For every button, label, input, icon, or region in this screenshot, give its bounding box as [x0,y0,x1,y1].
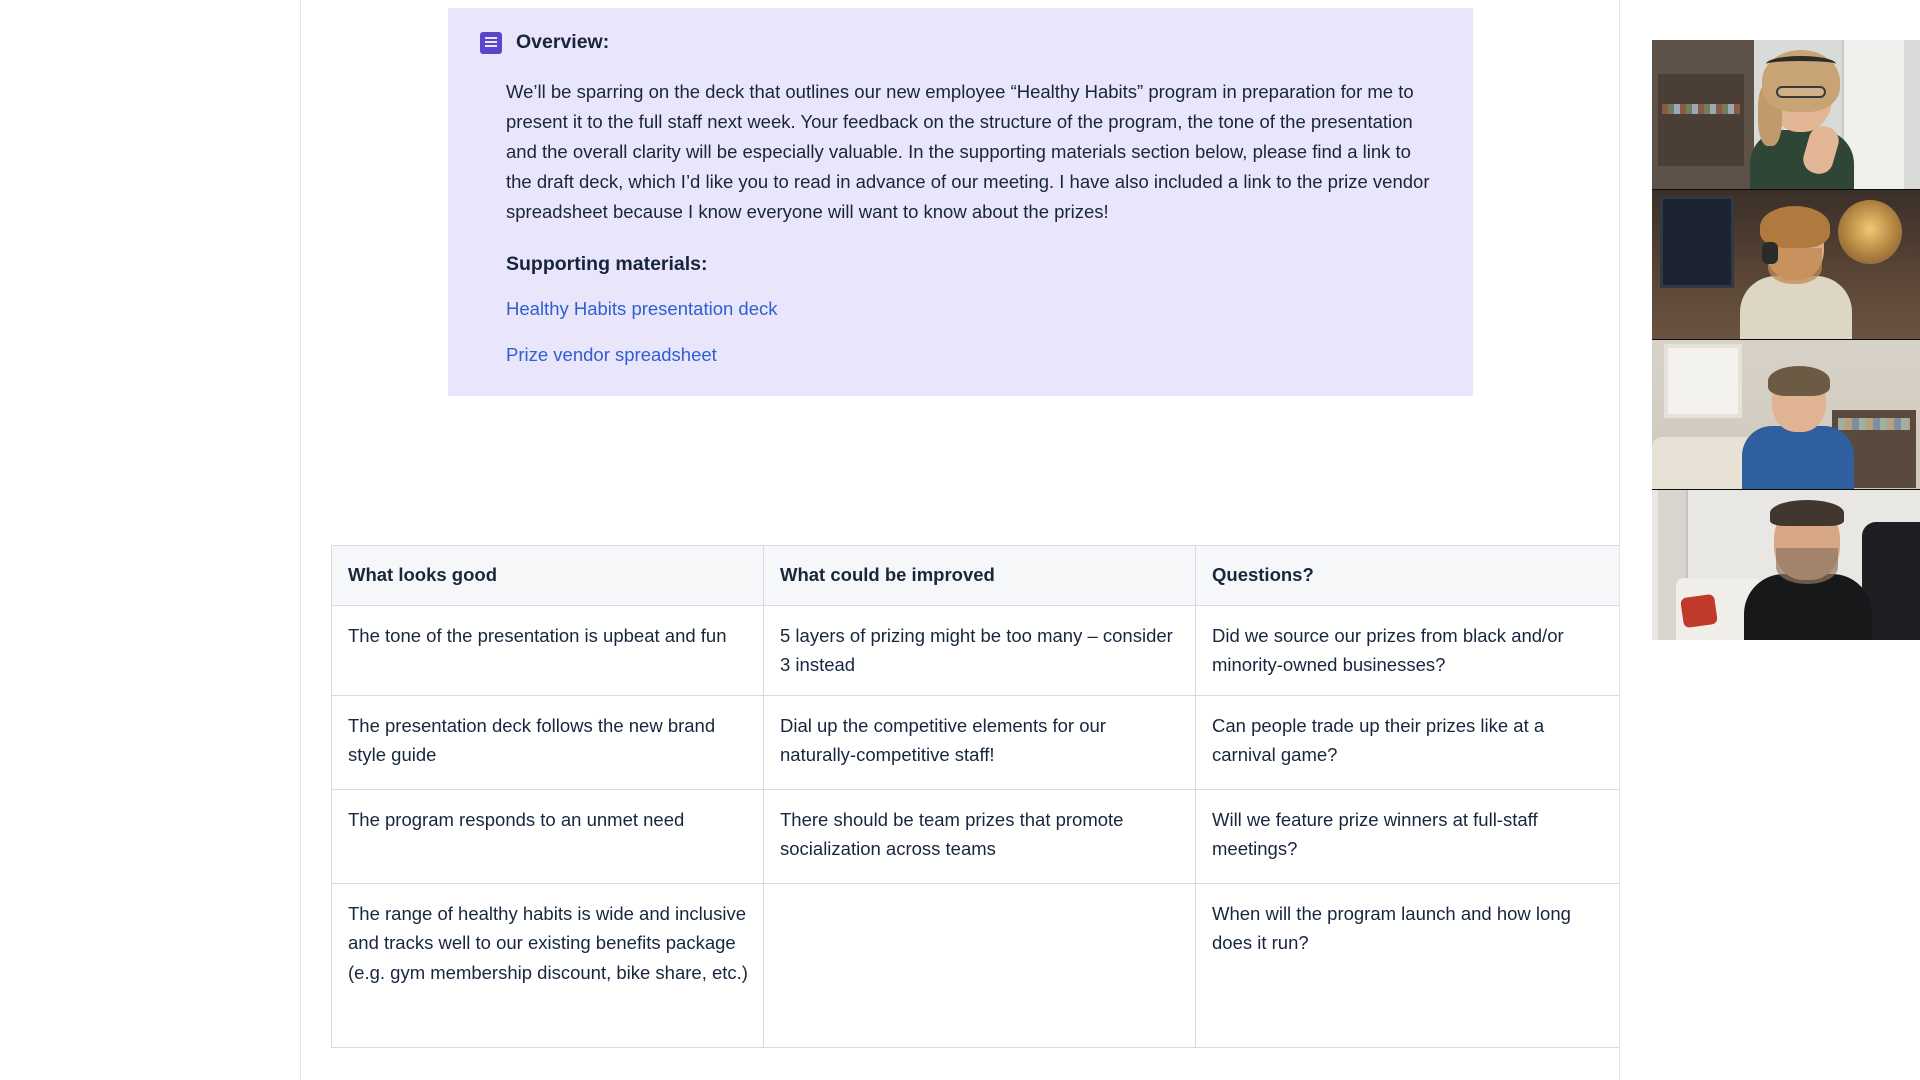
table-header-row [332,546,1621,606]
table-cell[interactable]: Will we feature prize winners at full-staff meetings? [1196,789,1621,883]
bookshelf-prop [1658,98,1744,166]
participant-avatar [1740,212,1852,340]
table-row[interactable] [332,605,1621,695]
table-cell[interactable]: The presentation deck follows the new brand style guide [332,695,764,789]
avatar-hair [1768,366,1830,396]
participant-tile-4[interactable] [1652,490,1920,640]
overview-panel [448,8,1473,396]
participant-tile-1[interactable] [1652,40,1920,190]
link-healthy-habits-presentation-deck[interactable]: Healthy Habits presentation deck [506,298,778,320]
headset-icon [1766,56,1836,72]
table-cell[interactable]: Dial up the competitive elements for our naturally-competitive staff! [764,695,1196,789]
feedback-table [331,545,1620,1048]
table-cell[interactable]: The range of healthy habits is wide and inclusive and tracks well to our existing benefits package (e.g. gym membership discount, bike share, etc.) [332,883,764,1047]
participant-tile-3[interactable] [1652,340,1920,490]
glasses-icon [1776,86,1826,98]
table-row[interactable] [332,883,1621,1047]
avatar-hair [1770,500,1844,526]
participant-avatar [1744,370,1852,490]
table-cell[interactable]: There should be team prizes that promote socialization across teams [764,789,1196,883]
note-icon [480,32,502,54]
overview-title: Overview: [516,31,610,53]
window-prop [1660,196,1734,288]
link-prize-vendor-spreadsheet[interactable]: Prize vendor spreadsheet [506,344,717,366]
table-cell[interactable]: The tone of the presentation is upbeat and fun [332,605,764,695]
participant-tile-2[interactable] [1652,190,1920,340]
table-row[interactable] [332,695,1621,789]
avatar-body [1742,426,1854,490]
shared-document-area [300,0,1620,1080]
table-cell[interactable] [764,883,1196,1047]
feedback-table-wrapper [331,545,1620,1048]
table-row[interactable] [332,789,1621,883]
avatar-beard [1776,548,1838,584]
microphone-icon [1762,242,1778,264]
table-cell[interactable]: The program responds to an unmet need [332,789,764,883]
participant-video-rail [1652,40,1920,640]
pillow-prop [1680,594,1718,628]
window-prop [1664,344,1742,418]
column-header-what-looks-good: What looks good [332,546,764,606]
column-header-questions: Questions? [1196,546,1621,606]
table-cell[interactable]: 5 layers of prizing might be too many – consider 3 instead [764,605,1196,695]
participant-avatar [1748,504,1868,640]
supporting-materials-title: Supporting materials: [506,253,708,276]
overview-body-text: We’ll be sparring on the deck that outlines our new employee “Healthy Habits” program in preparation for me to present it to the full staff next week. Your feedback on the structure of the program, the tone of the presentation and the overall clarity will be especially valuable. In the supporting materials section below, please find a link to the draft deck, which I’d like you to read in advance of our meeting. I have also included a link to the prize vendor spreadsheet because I know everyone will want to know about the prizes! [506,81,1430,223]
table-cell[interactable]: Can people trade up their prizes like at a carnival game? [1196,695,1621,789]
avatar-body [1740,276,1852,340]
table-cell[interactable]: When will the program launch and how long does it run? [1196,883,1621,1047]
participant-avatar [1748,56,1856,190]
table-cell[interactable]: Did we source our prizes from black and/or minority-owned businesses? [1196,605,1621,695]
overview-header [480,30,1441,55]
column-header-what-could-be-improved: What could be improved [764,546,1196,606]
